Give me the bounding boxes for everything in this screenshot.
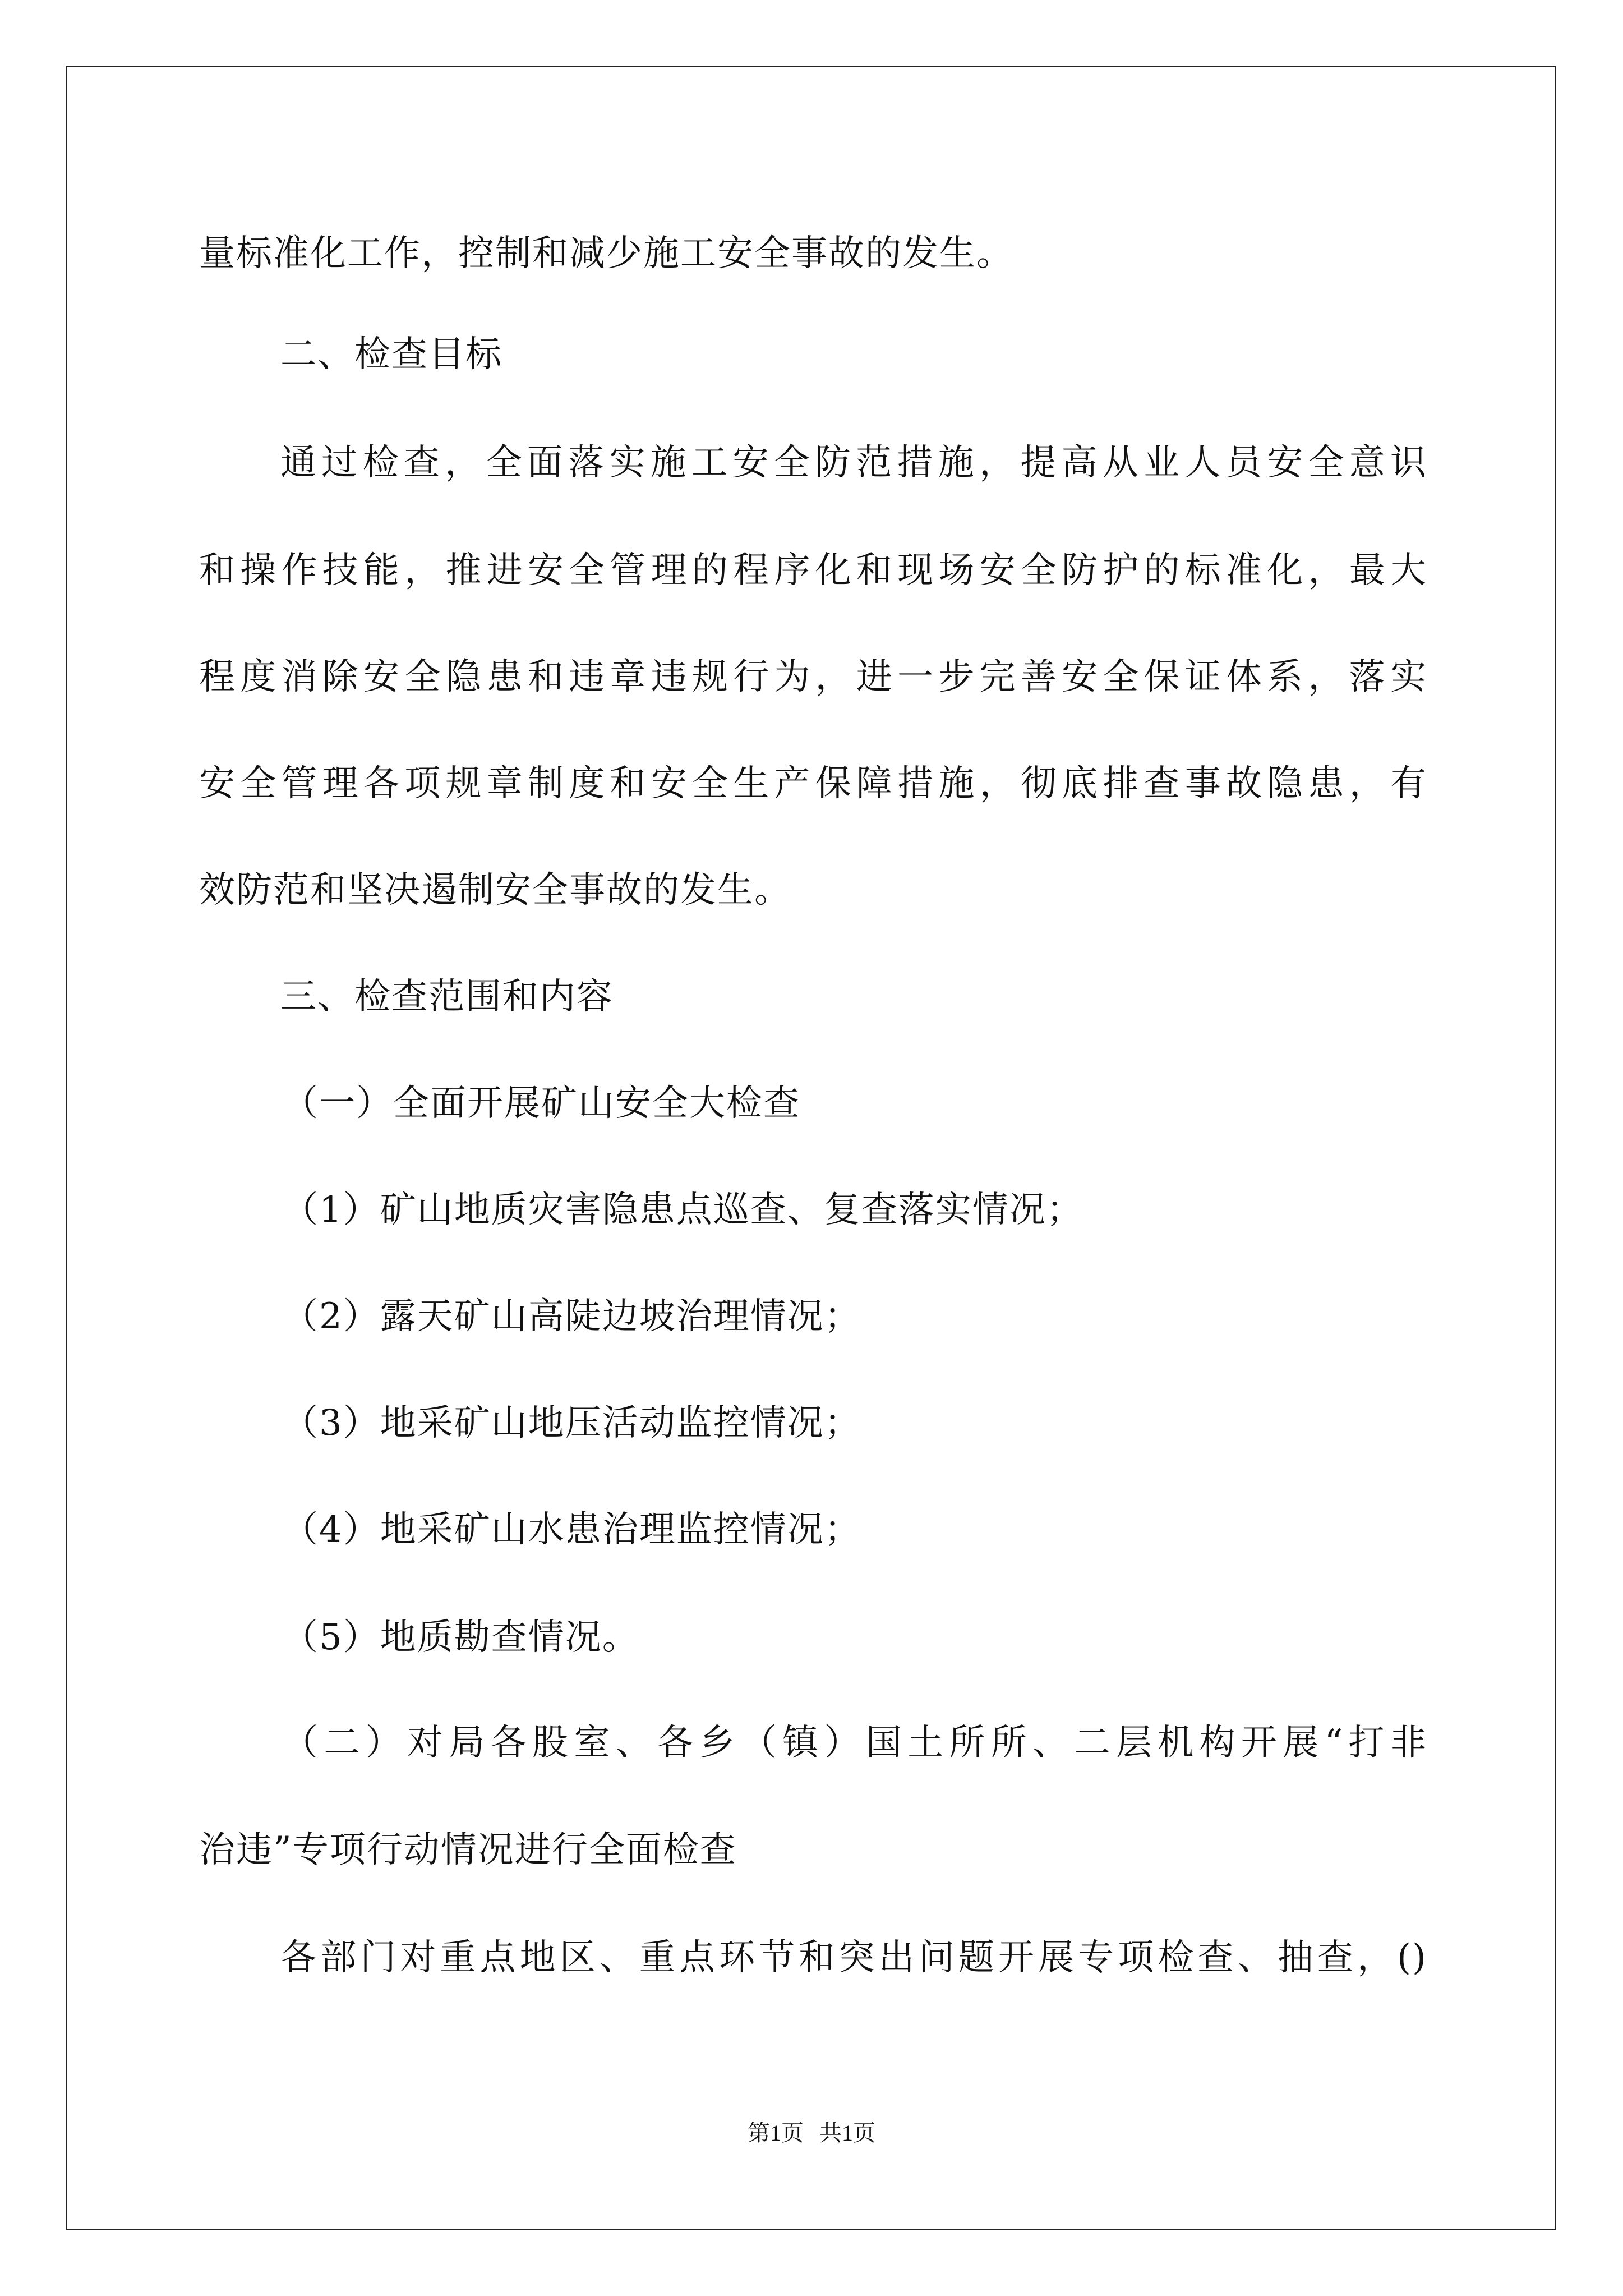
- list-item-2: （2）露天矿山高陡边坡治理情况；: [282, 1296, 861, 1337]
- page-number: 第1页: [748, 2120, 804, 2146]
- list-item-3: （3）地采矿山地压活动监控情况；: [282, 1402, 861, 1444]
- paragraph-line-4: 和操作技能，推进安全管理的程序化和现场安全防护的标准化，最大: [199, 550, 1427, 591]
- paragraph-line-16: 治违”专项行动情况进行全面检查: [199, 1829, 737, 1871]
- paragraph-line-5: 程度消除安全隐患和违章违规行为，进一步完善安全保证体系，落实: [199, 656, 1427, 698]
- total-pages: 共1页: [819, 2120, 875, 2146]
- section-heading-scope: 三、检查范围和内容: [280, 976, 614, 1018]
- paragraph-line-6: 安全管理各项规章制度和安全生产保障措施，彻底排查事故隐患，有: [199, 763, 1427, 804]
- subsection-heading-2: （二）对局各股室、各乡（镇）国土所所、二层机构开展“打非: [282, 1722, 1427, 1764]
- page-border: [66, 66, 1556, 2230]
- section-heading-objectives: 二、检查目标: [280, 334, 502, 375]
- page-footer: [0, 2122, 1623, 2145]
- list-item-1: （1）矿山地质灾害隐患点巡查、复查落实情况；: [282, 1189, 1083, 1231]
- list-item-5: （5）地质勘查情况。: [282, 1617, 639, 1658]
- paragraph-line-17: 各部门对重点地区、重点环节和突出问题开展专项检查、抽查，(): [280, 1937, 1427, 1978]
- paragraph-line-7: 效防范和坚决遏制安全事故的发生。: [199, 869, 791, 911]
- list-item-4: （4）地采矿山水患治理监控情况；: [282, 1509, 861, 1550]
- paragraph-line-1: 量标准化工作，控制和减少施工安全事故的发生。: [199, 233, 1013, 274]
- paragraph-line-3: 通过检查，全面落实施工安全防范措施，提高从业人员安全意识: [280, 442, 1427, 484]
- subsection-heading-1: （一）全面开展矿山安全大检查: [282, 1083, 800, 1124]
